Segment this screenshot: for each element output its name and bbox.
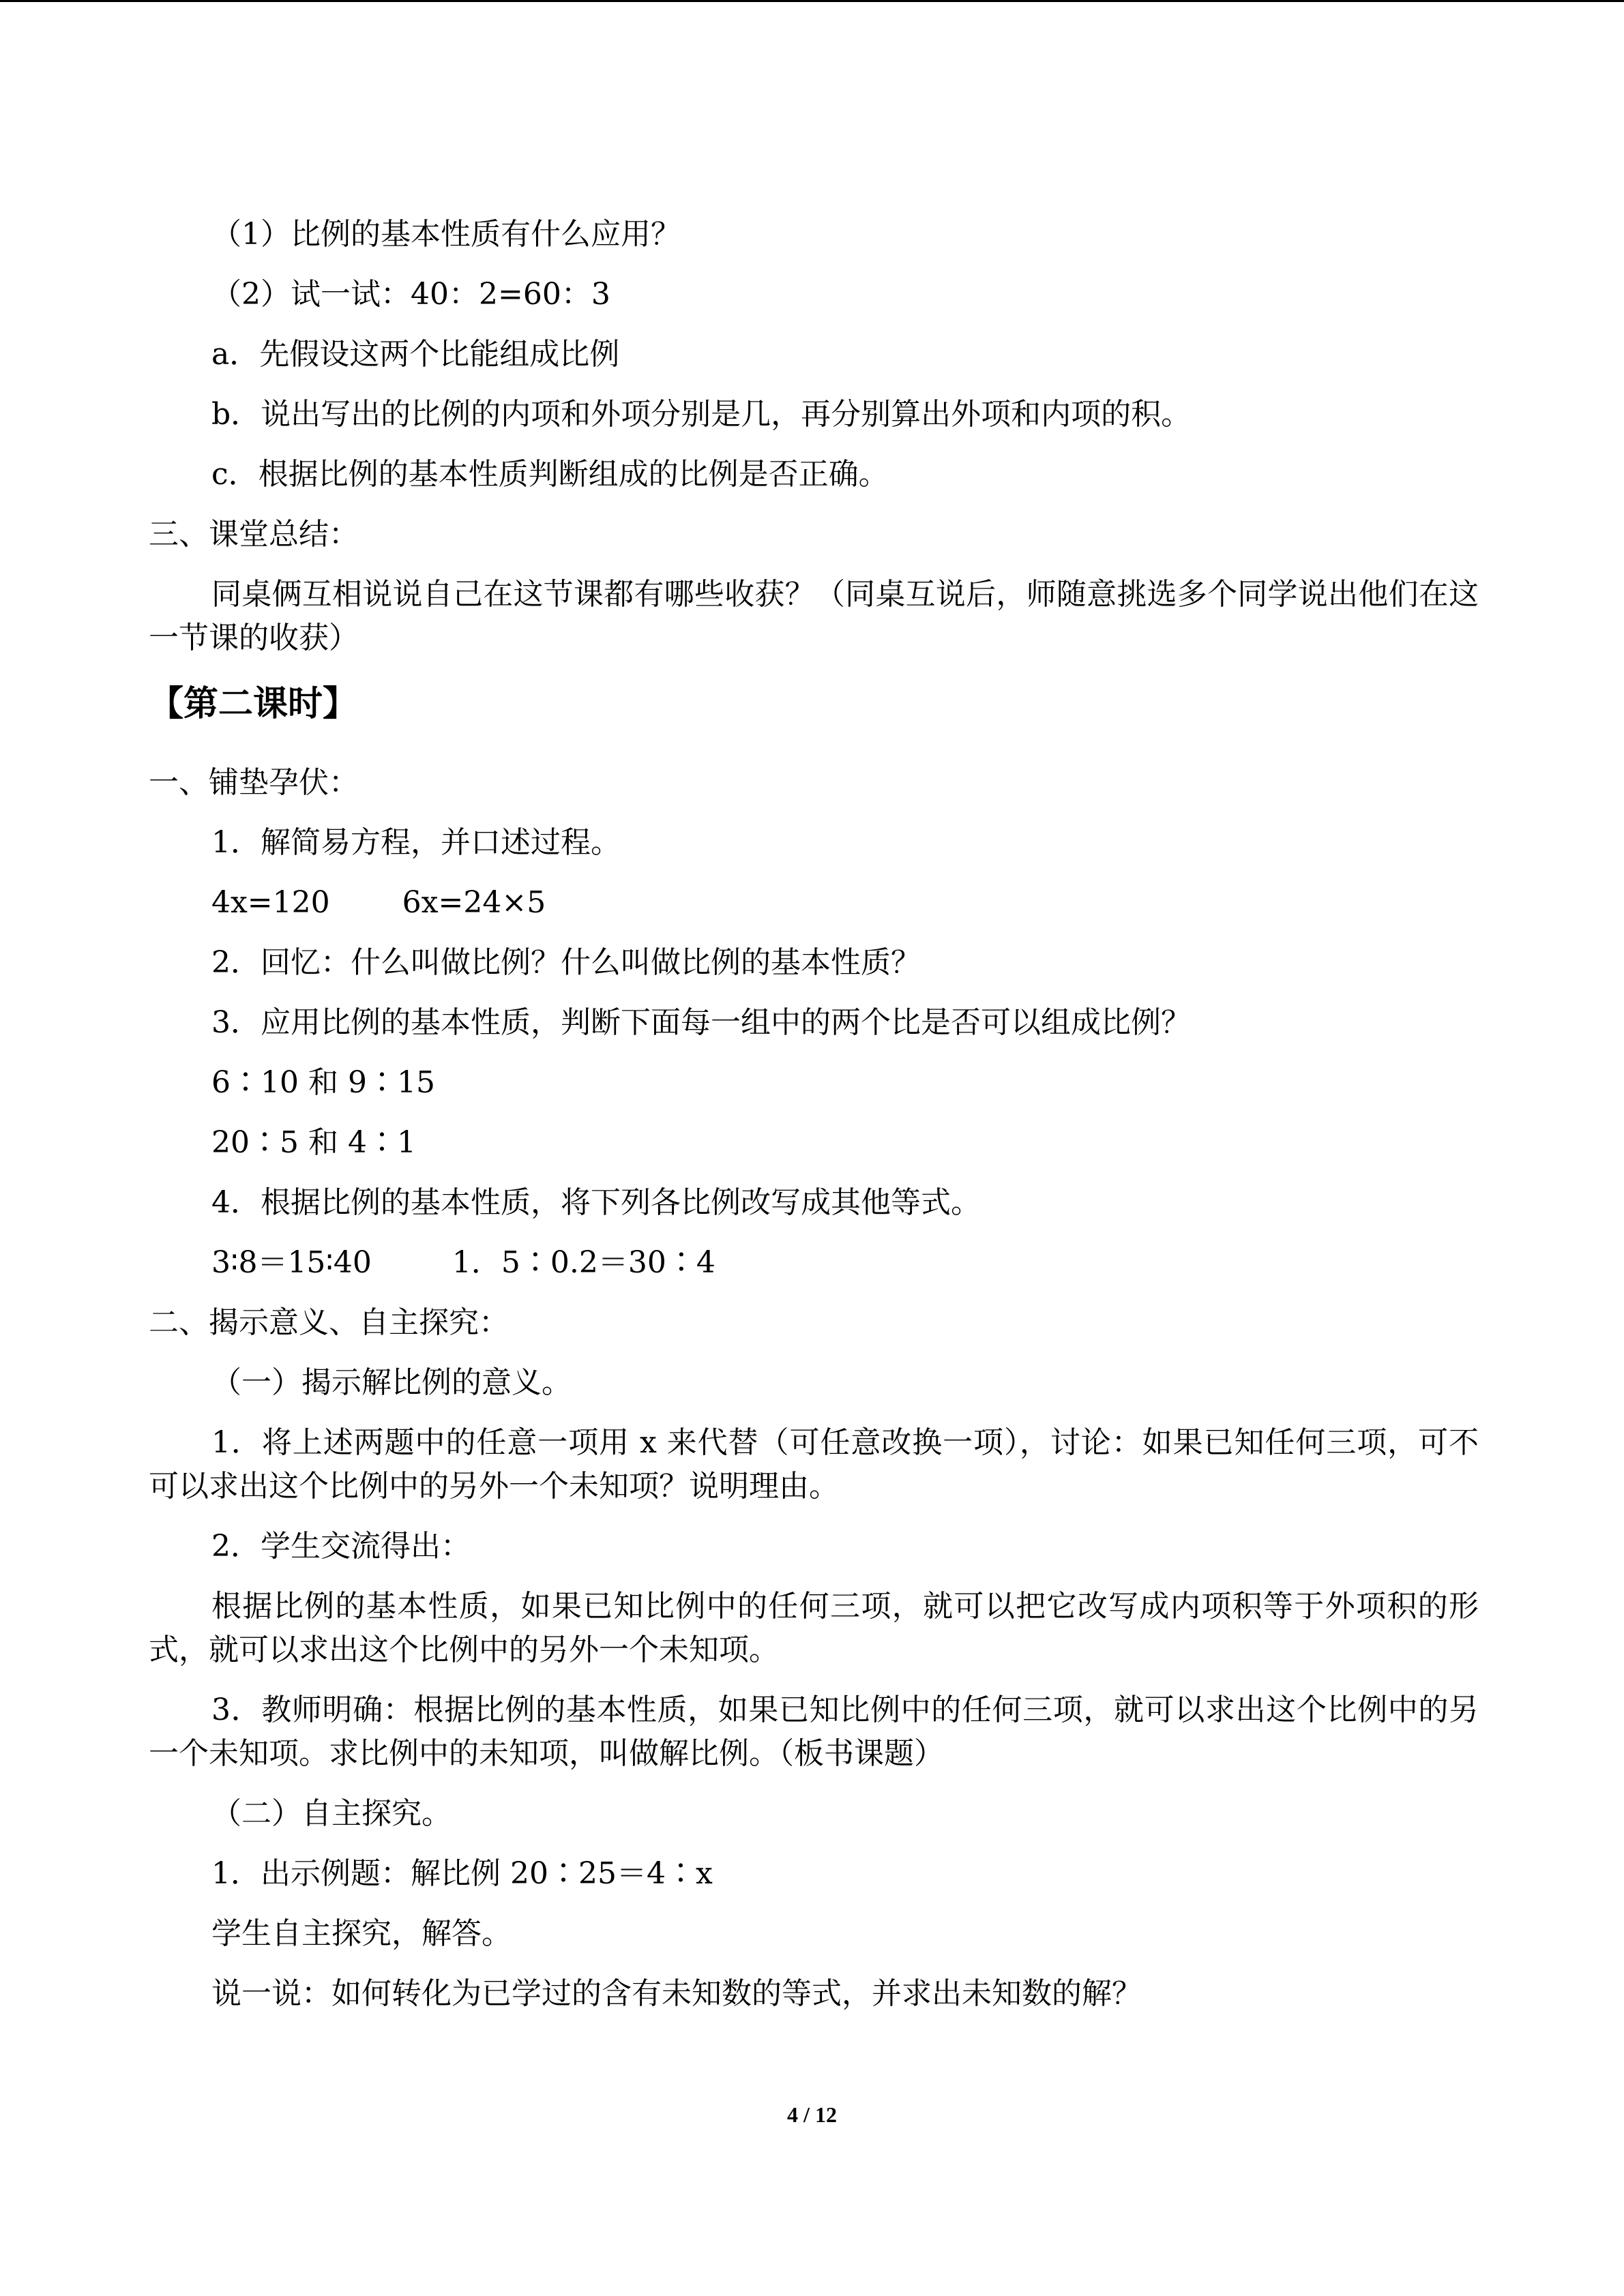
item-4: 4．根据比例的基本性质，将下列各比例改写成其他等式。 xyxy=(211,1185,981,1220)
page-number: 4 / 12 xyxy=(787,2102,837,2127)
example-problem: 1．出示例题：解比例 20∶25＝4∶x xyxy=(211,1856,713,1891)
ratio-pair-1: 6∶10 和 9∶15 xyxy=(211,1065,435,1100)
example-instruction: 学生自主探究，解答。 xyxy=(211,1916,512,1951)
summary-paragraph: 同桌俩互相说说自己在这节课都有哪些收获？（同桌互说后，师随意挑选多个同学说出他们在这一节课的收获） xyxy=(149,577,1479,655)
step-a: a．先假设这两个比能组成比例 xyxy=(211,337,620,372)
lesson-2-section-2-title: 二、揭示意义、自主探究： xyxy=(149,1305,509,1340)
subsection-2-title: （二）自主探究。 xyxy=(211,1796,452,1831)
paragraph-3: 根据比例的基本性质，如果已知比例中的任何三项，就可以把它改写成内项积等于外项积的形式，就可以求出这个比例中的另外一个未知项。 xyxy=(149,1589,1479,1667)
item-1: 1．解简易方程，并口述过程。 xyxy=(211,825,621,860)
step-c: c．根据比例的基本性质判断组成的比例是否正确。 xyxy=(211,457,889,492)
question-2: （2）试一试：40：2=60：3 xyxy=(211,277,610,312)
question-1: （1）比例的基本性质有什么应用？ xyxy=(211,217,681,252)
proportions-row xyxy=(149,1241,1479,1301)
item-3: 3．应用比例的基本性质，判断下面每一组中的两个比是否可以组成比例？ xyxy=(211,1005,1191,1040)
ratio-pair-2: 20∶5 和 4∶1 xyxy=(211,1125,416,1160)
item-2: 2．回忆：什么叫做比例？什么叫做比例的基本性质？ xyxy=(211,945,921,980)
paragraph-1: 1．将上述两题中的任意一项用 x 来代替（可任意改换一项），讨论：如果已知任何三项，可不可以求出这个比例中的另外一个未知项？说明理由。 xyxy=(149,1425,1479,1504)
proportion-1: 3∶8＝15∶40 xyxy=(211,1245,372,1280)
top-border-rule xyxy=(0,0,1624,2)
example-prompt: 说一说：如何转化为已学过的含有未知数的等式，并求出未知数的解？ xyxy=(211,1976,1142,2011)
subsection-1-title: （一）揭示解比例的意义。 xyxy=(211,1365,572,1400)
equation-2: 6x=24×5 xyxy=(402,885,546,920)
paragraph-2: 2．学生交流得出： xyxy=(211,1529,471,1564)
lesson-2-heading: 【第二课时】 xyxy=(149,683,358,724)
paragraph-4: 3．教师明确：根据比例的基本性质，如果已知比例中的任何三项，就可以求出这个比例中的另一个未知项。求比例中的未知项，叫做解比例。（板书课题） xyxy=(149,1693,1479,1771)
equations-row xyxy=(149,881,1479,941)
proportion-2: 1．5∶0.2＝30∶4 xyxy=(452,1245,715,1280)
section-3-title: 三、课堂总结： xyxy=(149,517,359,552)
equation-1: 4x=120 xyxy=(211,885,330,920)
document-page xyxy=(149,213,1479,2032)
step-b: b．说出写出的比例的内项和外项分别是几，再分别算出外项和内项的积。 xyxy=(211,397,1192,432)
lesson-2-section-1-title: 一、铺垫孕伏： xyxy=(149,765,359,800)
